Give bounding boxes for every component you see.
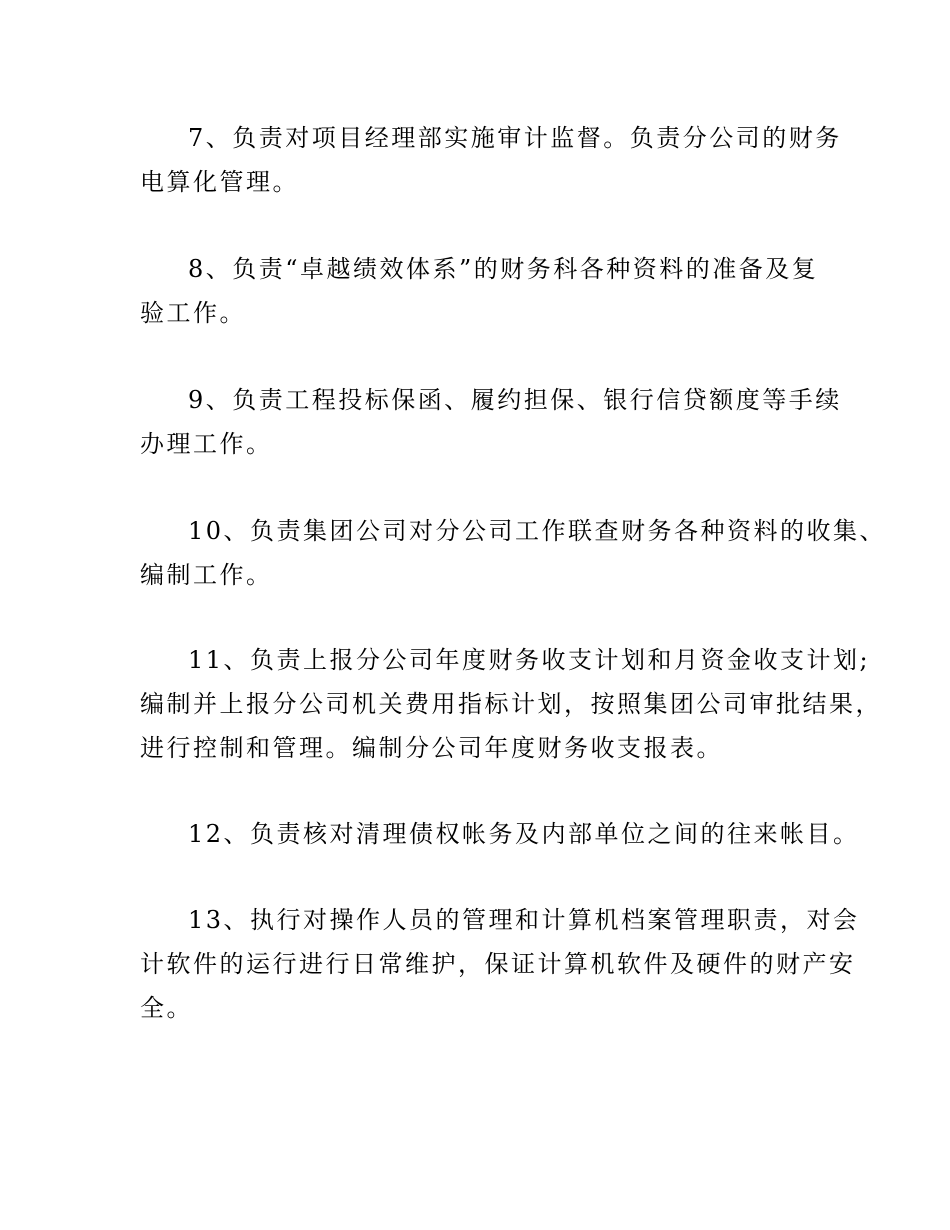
paragraph-item-7 [140, 116, 842, 204]
paragraph-item-11 [140, 638, 882, 770]
paragraph-line: 编制并上报分公司机关费用指标计划，按照集团公司审批结果， [140, 690, 882, 718]
paragraph-item-10 [140, 509, 887, 597]
paragraph-line: 7、负责对项目经理部实施审计监督。负责分公司的财务 [188, 124, 842, 152]
paragraph-line: 办理工作。 [140, 430, 273, 458]
paragraph-item-13 [140, 898, 860, 1030]
paragraph-line: 10、负责集团公司对分公司工作联查财务各种资料的收集、 [188, 517, 887, 545]
paragraph-line: 计软件的运行进行日常维护，保证计算机软件及硬件的财产安 [140, 950, 856, 978]
paragraph-item-9 [140, 378, 842, 466]
paragraph-line: 11、负责上报分公司年度财务收支计划和月资金收支计划; [188, 646, 871, 674]
paragraph-line: 13、执行对操作人员的管理和计算机档案管理职责，对会 [188, 906, 860, 934]
paragraph-line: 9、负责工程投标保函、履约担保、银行信贷额度等手续 [188, 386, 842, 414]
paragraph-line: 编制工作。 [140, 561, 273, 589]
paragraph-line: 进行控制和管理。编制分公司年度财务收支报表。 [140, 734, 723, 762]
paragraph-line: 电算化管理。 [140, 168, 299, 196]
paragraph-item-12 [140, 812, 860, 856]
paragraph-line: 8、负责“卓越绩效体系”的财务科各种资料的准备及复 [188, 255, 819, 283]
paragraph-line: 12、负责核对清理债权帐务及内部单位之间的往来帐目。 [188, 820, 860, 848]
paragraph-line: 验工作。 [140, 299, 246, 327]
paragraph-line: 全。 [140, 994, 193, 1022]
paragraph-item-8 [140, 247, 820, 335]
